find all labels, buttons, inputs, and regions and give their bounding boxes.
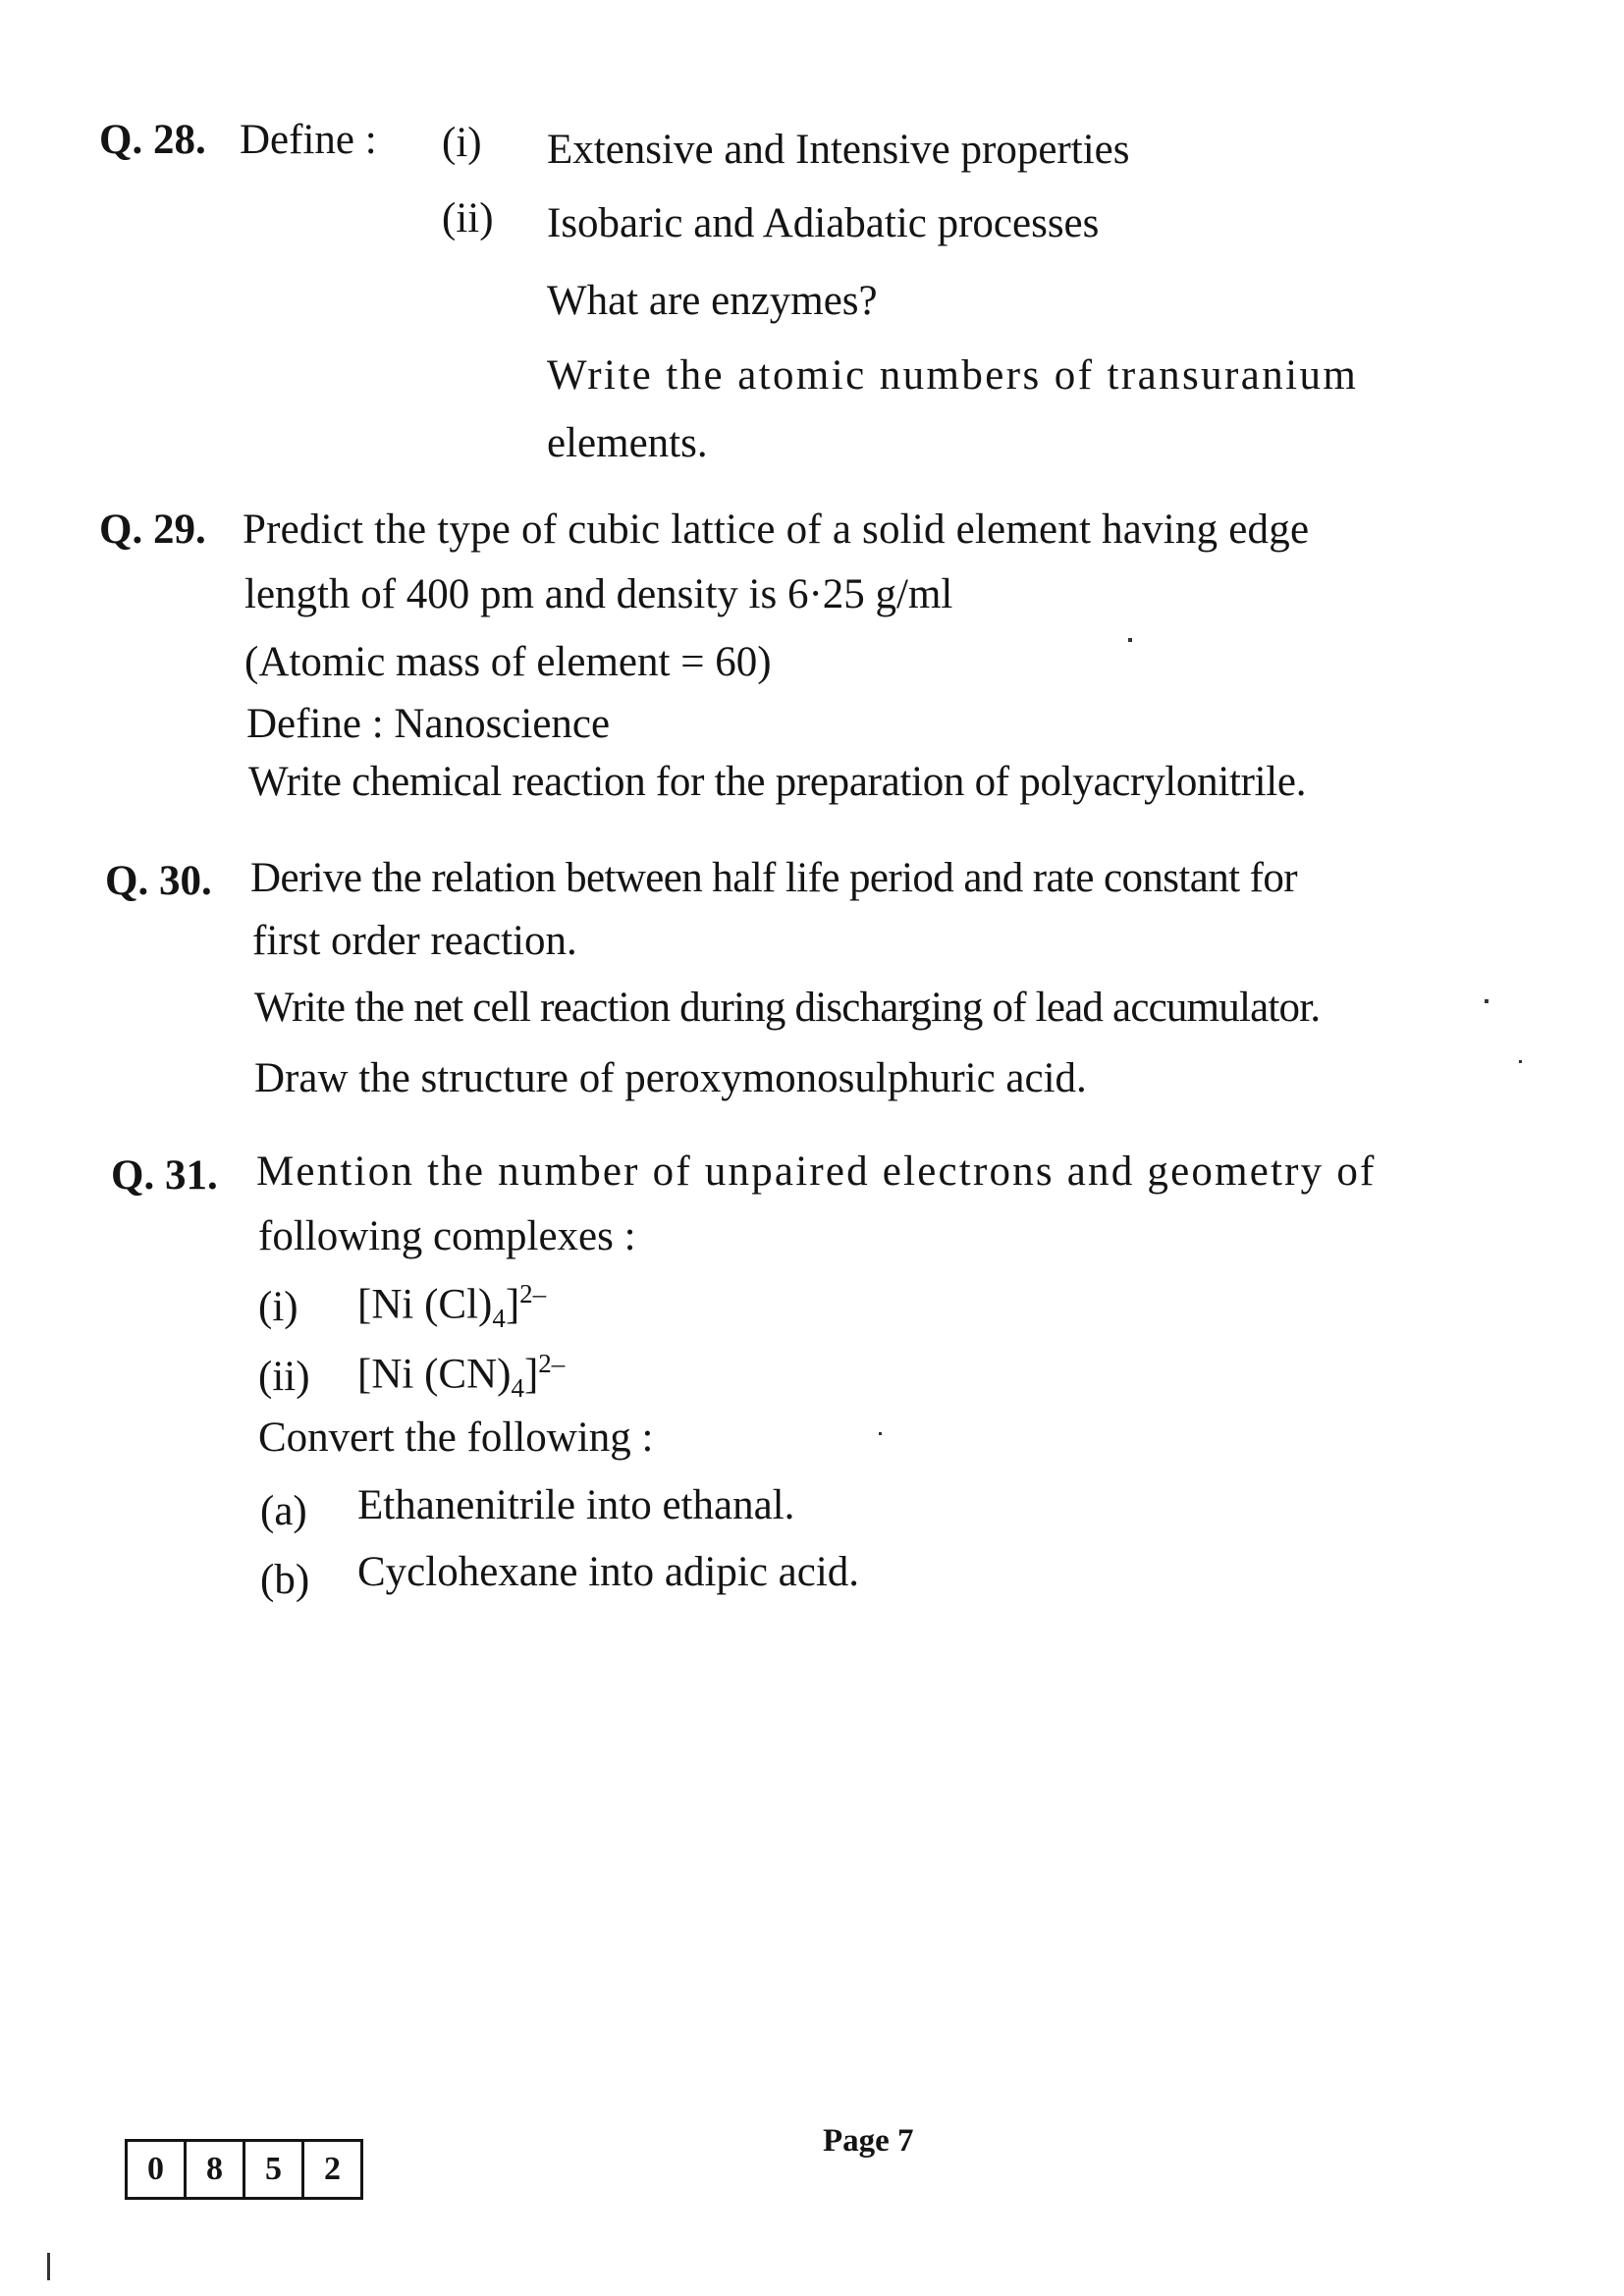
scan-artifact-dot	[1485, 999, 1489, 1003]
q28-item-i-text: Extensive and Intensive properties	[547, 127, 1130, 173]
q31-conversion-b-text: Cyclohexane into adipic acid.	[357, 1549, 860, 1595]
q31-number: Q. 31.	[111, 1152, 218, 1199]
code-digit: 5	[245, 2142, 304, 2197]
q28-item-ii-text: Isobaric and Adiabatic processes	[547, 200, 1100, 246]
complex-i-prefix: [Ni (Cl)	[357, 1281, 493, 1328]
q31-complex-ii-label: (ii)	[258, 1354, 310, 1400]
scan-artifact-dot	[879, 1432, 882, 1435]
complex-ii-charge: 2–	[538, 1349, 566, 1378]
q29-line2: length of 400 pm and density is 6·25 g/ml	[244, 571, 953, 617]
q28-item-ii-label: (ii)	[442, 195, 494, 241]
q30-line3: Write the net cell reaction during discharging of lead accumulator.	[254, 985, 1321, 1031]
q30-number: Q. 30.	[105, 858, 212, 904]
q28-transuranium-line1	[547, 354, 1460, 397]
q31-complex-ii-formula	[357, 1351, 565, 1402]
scan-artifact-dot	[1128, 638, 1132, 642]
q28-item-i-label: (i)	[442, 120, 482, 166]
q31-complex-i-formula	[357, 1281, 546, 1332]
q29-line4: Define : Nanoscience	[246, 701, 611, 747]
code-digit: 8	[187, 2142, 245, 2197]
q31-conversion-b-label: (b)	[260, 1557, 310, 1603]
q30-line1: Derive the relation between half life period and rate constant for	[250, 855, 1297, 901]
page-number: Page 7	[823, 2123, 914, 2159]
q31-line1-text: Mention the number of unpaired electrons and geometry of	[256, 1148, 1377, 1195]
q28-define-label: Define :	[240, 117, 377, 163]
q29-line5: Write chemical reaction for the preparation of polyacrylonitrile.	[248, 759, 1307, 805]
complex-i-charge: 2–	[519, 1279, 547, 1308]
q30-line2: first order reaction.	[252, 918, 577, 964]
complex-ii-bracket: ]	[523, 1351, 539, 1398]
q28-enzymes-question: What are enzymes?	[547, 278, 878, 324]
scan-artifact-line	[47, 2253, 50, 2280]
q31-convert-heading: Convert the following :	[258, 1415, 654, 1461]
complex-ii-subscript: 4	[511, 1372, 524, 1403]
complex-i-bracket: ]	[505, 1281, 520, 1328]
q28-transuranium-line1-text: Write the atomic numbers of transuranium	[547, 352, 1359, 399]
q31-conversion-a-text: Ethanenitrile into ethanal.	[357, 1482, 795, 1528]
scan-artifact-dot	[1519, 1060, 1522, 1063]
q29-number: Q. 29.	[99, 507, 206, 553]
q30-line4: Draw the structure of peroxymonosulphuric acid.	[254, 1055, 1087, 1101]
complex-i-subscript: 4	[492, 1303, 506, 1333]
q31-line2: following complexes :	[258, 1213, 636, 1259]
q31-complex-i-label: (i)	[258, 1284, 298, 1330]
q29-line3: (Atomic mass of element = 60)	[244, 639, 772, 685]
q31-conversion-a-label: (a)	[260, 1488, 307, 1534]
q31-line1	[256, 1150, 1459, 1193]
code-digit: 2	[324, 2151, 341, 2187]
complex-ii-prefix: [Ni (CN)	[357, 1351, 512, 1398]
q28-transuranium-line2: elements.	[547, 420, 708, 466]
q29-line1: Predict the type of cubic lattice of a solid element having edge	[243, 507, 1310, 553]
code-digit: 0	[128, 2142, 187, 2197]
q28-number: Q. 28.	[99, 117, 206, 163]
paper-code-boxes	[125, 2139, 363, 2200]
